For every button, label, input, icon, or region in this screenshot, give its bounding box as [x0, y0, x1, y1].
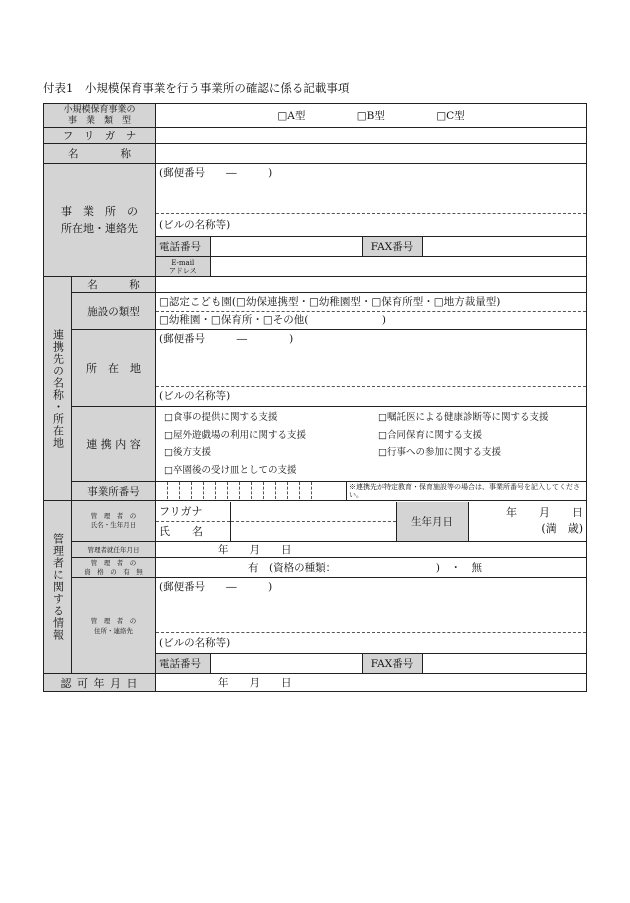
manager-appointed-row [44, 542, 587, 558]
manager-dob-label: 生年月日 [396, 502, 468, 541]
office-fax-input[interactable] [422, 237, 586, 257]
office-fax-label: FAX番号 [362, 237, 422, 257]
type-label: 小規模保育事業の 事 業 類 型 [44, 104, 156, 128]
facility-option-kodomoen[interactable]: □認定こども園(□幼保連携型・□幼稚園型・□保育所型・□地方裁量型) [156, 294, 586, 312]
office-postal[interactable]: (郵便番号 ― ) [156, 164, 586, 214]
manager-fax-label: FAX番号 [362, 654, 422, 674]
manager-phone-input[interactable] [210, 654, 362, 674]
office-email-label: E-mail アドレス [156, 257, 210, 277]
manager-name-row [44, 501, 587, 542]
partner-group-label: 連携先の名称・所在地 [44, 277, 72, 501]
support-after-graduation[interactable]: □卒園後の受け皿としての支援 [164, 464, 297, 476]
support-health-check[interactable]: □嘱託医による健康診断等に関する支援 [378, 412, 549, 423]
office-address-row [44, 164, 587, 277]
form-caption: 付表1 小規模保育事業を行う事業所の確認に係る記載事項 [43, 81, 350, 95]
manager-building[interactable]: (ビルの名称等) [159, 637, 231, 649]
partner-content-label: 連 携 内 容 [72, 407, 156, 482]
registration-form [43, 103, 587, 692]
manager-dob-value[interactable]: 年 月 日 (満 歳) [468, 502, 586, 541]
office-building[interactable]: (ビルの名称等) [159, 219, 231, 231]
type-option-a[interactable]: □A型 [277, 110, 306, 122]
office-number-note: ※連携先が特定教育・保育施設等の場合は、事業所番号を記入してください。 [349, 483, 581, 499]
partner-address-row [44, 330, 587, 407]
office-address-block [156, 164, 587, 277]
office-number-boxes[interactable] [156, 482, 347, 500]
manager-name-label-cell: 氏 名 [156, 521, 230, 541]
support-outdoor[interactable]: □屋外遊戯場の利用に関する支援 [164, 429, 306, 441]
approval-value[interactable]: 年 月 日 [156, 674, 587, 692]
manager-fax-input[interactable] [422, 654, 586, 674]
manager-appointed-value[interactable]: 年 月 日 [156, 542, 587, 558]
office-phone-input[interactable] [210, 237, 362, 257]
partner-name-row [44, 277, 587, 293]
manager-appointed-label: 管理者就任年月日 [72, 542, 156, 558]
furigana-label: フ リ ガ ナ [44, 128, 156, 144]
manager-postal[interactable]: (郵便番号 ― ) [156, 578, 586, 633]
approval-row [44, 674, 587, 692]
manager-furigana-label: フリガナ [156, 502, 230, 522]
name-input[interactable] [156, 144, 587, 164]
partner-address-label: 所 在 地 [72, 330, 156, 407]
partner-content-row [44, 407, 587, 482]
type-row [44, 104, 587, 128]
manager-qualification-value[interactable]: 有 (資格の種類： ) ・ 無 [156, 558, 587, 578]
manager-name-input[interactable] [230, 521, 396, 541]
support-joint-care[interactable]: □合同保育に関する支援 [378, 429, 482, 441]
support-backup[interactable]: □後方支援 [164, 447, 211, 458]
support-events[interactable]: □行事への参加に関する支援 [378, 447, 501, 458]
partner-address-block [156, 330, 587, 407]
partner-name-label: 名 称 [72, 277, 156, 293]
manager-address-row [44, 578, 587, 674]
manager-name-label: 管 理 者 の 氏名・生年月日 [72, 501, 156, 542]
partner-name-input[interactable] [156, 277, 587, 293]
manager-name-block [156, 501, 587, 542]
furigana-row [44, 128, 587, 144]
approval-label: 認 可 年 月 日 [44, 674, 156, 692]
partner-office-number-row [44, 482, 587, 501]
partner-facility-options [156, 293, 587, 330]
support-meal[interactable]: □食事の提供に関する支援 [164, 412, 278, 423]
office-label: 事 業 所 の 所在地・連絡先 [44, 164, 156, 277]
type-option-b[interactable]: □B型 [356, 110, 385, 122]
name-row [44, 144, 587, 164]
facility-option-other[interactable]: □幼稚園・□保育所・□その他( ) [159, 313, 386, 326]
partner-postal[interactable]: (郵便番号 ― ) [156, 330, 586, 387]
partner-support-list [156, 407, 587, 482]
office-email-input[interactable] [210, 257, 586, 277]
manager-qualification-row [44, 558, 587, 578]
type-option-c[interactable]: □C型 [436, 110, 465, 122]
office-phone-label: 電話番号 [156, 237, 210, 257]
manager-address-label: 管 理 者 の 住所・連絡先 [72, 578, 156, 674]
partner-building[interactable]: (ビルの名称等) [159, 390, 231, 402]
manager-furigana-input[interactable] [230, 502, 396, 522]
manager-address-block [156, 578, 587, 674]
name-label: 名 称 [44, 144, 156, 164]
furigana-input[interactable] [156, 128, 587, 144]
partner-facility-row [44, 293, 587, 330]
partner-office-number-label: 事業所番号 [72, 482, 156, 501]
manager-phone-label: 電話番号 [156, 654, 210, 674]
type-options [156, 104, 587, 128]
partner-office-number-block [156, 482, 587, 501]
partner-facility-label: 施設の類型 [72, 293, 156, 330]
manager-qualification-label: 管 理 者 の 資 格 の 有 無 [72, 558, 156, 578]
manager-group-label: 管理者に関する情報 [44, 501, 72, 674]
